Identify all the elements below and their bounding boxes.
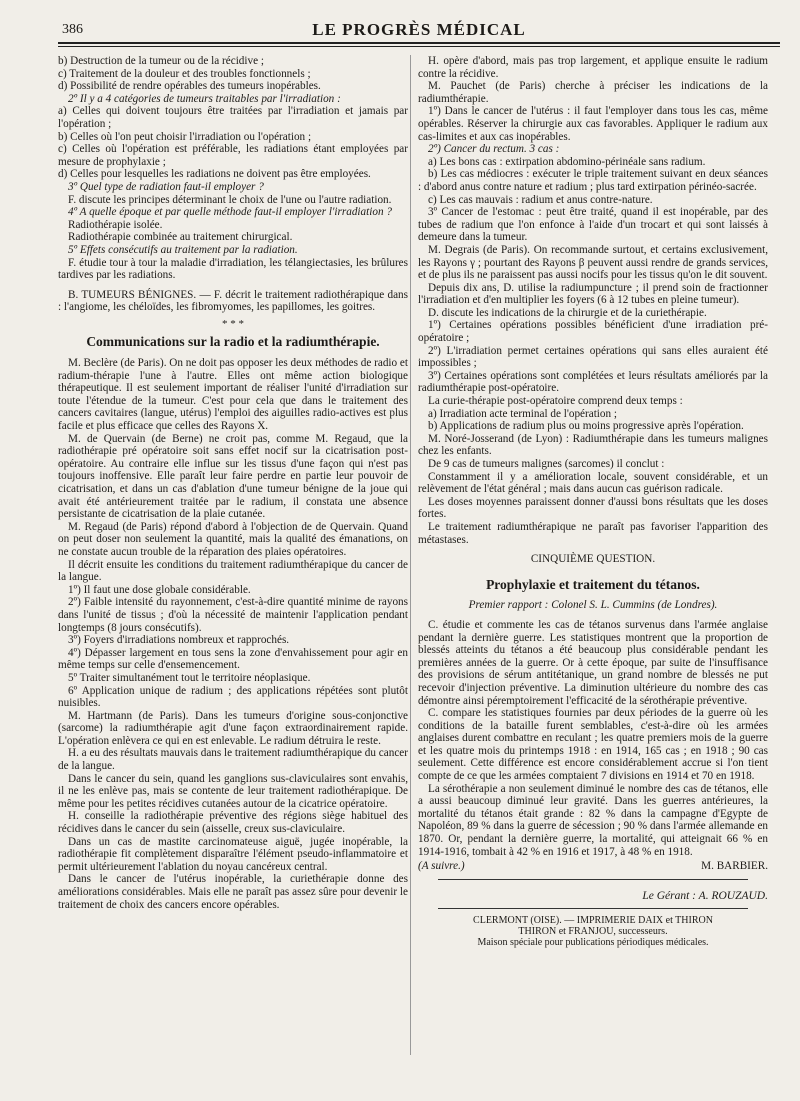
paragraph: H. a eu des résultats mauvais dans le traitement radiumthérapique du cancer de la langue.: [58, 747, 408, 773]
paragraph: 1º) Dans le cancer de l'utérus : il faut l'employer dans tous les cas, même opérables. Réserver la chirurgie aux cas favorables. Appliquer le radium aux cas-limites et aux cas inopérables.: [418, 105, 768, 143]
spacer: [58, 282, 408, 289]
paragraph: 3º) Certaines opérations sont complétées et leurs résultats améliorés par la radiumthérapie post-opératoire.: [418, 369, 768, 395]
centered-heading: Premier rapport : Colonel S. L. Cummins (de Londres).: [468, 599, 718, 612]
paragraph: Constamment il y a amélioration locale, souvent considérable, et un relèvement de l'état général ; mais dans aucun cas guérison radicale.: [418, 470, 768, 496]
paragraph: M. de Quervain (de Berne) ne croit pas, comme M. Regaud, que la radiothérapie pré opératoire soit sans effet nocif sur la cicatrisation post-opératoire. Au contraire elle influe sur les tissus d'une façon qui n'est pas toujours inoffensive. Elle paraît leur faire perdre en partie leur pouvoir de cicatrisation, et dans un cas d'ablation d'une tumeur bénigne de la joue qui avait été antérieurement traitée par le radium, il constata une absence persistante de cicatrisation de la plaie cutanée.: [58, 432, 408, 521]
paragraph: La curie-thérapie post-opératoire comprend deux temps :: [428, 395, 683, 408]
paragraph: b) Applications de radium plus ou moins progressive après l'opération.: [428, 420, 744, 433]
centered-heading: CINQUIÈME QUESTION.: [530, 553, 656, 566]
paragraph: b) Celles où l'on peut choisir l'irradiation ou l'opération ;: [58, 130, 312, 143]
paragraph: M. Beclère (de Paris). On ne doit pas opposer les deux méthodes de radio et radium-thérapie l'une à l'autre. Elles ont même action biologique thérapeutique. Il est seulement important de réaliser l'unité d'irradiation sur toute l'étendue de la tumeur. C'est pour cela que dans le traitement des cancers cavitaires (langue, utérus) l'emploi des aiguilles radio-actives est plus facile et plus efficace que celles des Rayons X.: [58, 357, 408, 433]
paragraph: B. TUMEURS BÉNIGNES. — F. décrit le traitement radiothérapique dans : l'angiome, les chéloïdes, les fibromyomes, les papillomes, les goitres.: [58, 288, 408, 314]
header-rule-thick: [58, 42, 780, 44]
paragraph: 2º Il y a 4 catégories de tumeurs traitables par l'irradiation :: [68, 92, 341, 105]
section-title: Communications sur la radio et la radiumthérapie.: [86, 334, 380, 350]
paragraph: D. discute les indications de la chirurgie et de la curiethérapie.: [428, 306, 707, 319]
paragraph: 3º Quel type de radiation faut-il employer ?: [68, 180, 264, 193]
paragraph: C. étudie et commente les cas de tétanos survenus dans l'armée anglaise pendant la dernière guerre. Les statistiques montrent que la proportion de blessés atteints du tétanos a été beaucoup plus considérable pendant les premières années de la guerre. Or à cette époque, par suite de l'insuffisance des provisions de sérum antitétanique, un grand nombre de blessés ne put recevoir d'injection préventive. La diminution ultérieure du nombre des cas démontre ainsi péremptoirement l'efficacité de la sérothérapie préventive.: [418, 618, 768, 707]
paragraph: Radiothérapie combinée au traitement chirurgical.: [68, 231, 293, 244]
header-rule-thin: [58, 46, 780, 47]
paragraph: H. opère d'abord, mais pas trop largement, et applique ensuite le radium contre la récidive.: [418, 55, 768, 80]
signature-line: [418, 860, 768, 873]
paragraph: Le traitement radiumthérapique ne paraît pas favoriser l'apparition des métastases.: [418, 520, 768, 546]
section-title: Prophylaxie et traitement du tétanos.: [486, 576, 700, 592]
separator-rule: [438, 879, 748, 880]
paragraph: d) Possibilité de rendre opérables des tumeurs inopérables.: [58, 80, 321, 93]
paragraph: c) Les cas mauvais : radium et anus contre-nature.: [428, 193, 653, 206]
paragraph: M. Hartmann (de Paris). Dans les tumeurs d'origine sous-conjonctive (sarcome) la radiumthérapie agit d'une façon extraordinairement rapide. L'opération enlèvera ce qui en est enlevable. Le radium détruira le reste.: [58, 709, 408, 747]
paragraph: M. Regaud (de Paris) répond d'abord à l'objection de de Quervain. Quand on peut doser non seulement la quantité, mais la qualité des émanations, on ne constate aucun trouble de la réparation des plaies opératoires.: [58, 520, 408, 558]
paragraph: F. discute les principes déterminant le choix de l'une ou l'autre radiation.: [68, 193, 392, 206]
paragraph: M. Pauchet (de Paris) cherche à préciser les indications de la radiumthérapie.: [418, 80, 768, 105]
paragraph: C. compare les statistiques fournies par deux périodes de la guerre où les conditions de la bataille furent semblables, c'est-à-dire où les armées anglaises durent combattre en reculant ; les quatre premiers mois de la guerre et les quatre mois du printemps 1918 : en 1914, 165 cas ; en 1918 ; 90 cas seulement. Cette différence est encore considérablement accrue si l'on tient compte de ce que les armées comptaient 7 divisions en 1914 et 70 en 1918.: [418, 707, 768, 783]
paragraph: 3º Cancer de l'estomac : peut être traité, quand il est inopérable, par des tubes de radium que l'on enfonce à l'aide d'un trocart et qui sont laissés à demeure dans la tumeur.: [418, 206, 768, 244]
paragraph: H. conseille la radiothérapie préventive des régions siège habituel des récidives dans le cancer du sein (aisselle, creux sus-claviculaire.: [58, 810, 408, 836]
paragraph: Dans le cancer du sein, quand les ganglions sus-claviculaires sont envahis, il ne les enlève pas, mais se contente de leur traitement radiothérapique. De même pour les petites récidives cutanées autour de la cicatrice opératoire.: [58, 772, 408, 810]
spacer: [418, 546, 768, 553]
paragraph: M. Noré-Josserand (de Lyon) : Radiumthérapie dans les tumeurs malignes chez les enfants.: [418, 432, 768, 458]
right-column: [418, 55, 768, 948]
paragraph: 5º Effets consécutifs au traitement par la radiation.: [68, 243, 298, 256]
paragraph: Dans le cancer de l'utérus inopérable, la curiethérapie donne des améliorations considérables. Mais elle ne paraît pas assez sûre pour devenir le traitement de choix des cancers encore opérables.: [58, 873, 408, 911]
paragraph: 4º A quelle époque et par quelle méthode faut-il employer l'irradiation ?: [68, 206, 392, 219]
paragraph: Il décrit ensuite les conditions du traitement radiumthérapique du cancer de la langue.: [58, 558, 408, 584]
paragraph: b) Destruction de la tumeur ou de la récidive ;: [58, 55, 264, 67]
separator-rule: [438, 908, 748, 909]
paragraph: M. Degrais (de Paris). On recommande surtout, et certains exclusivement, les Rayons γ ; pourtant des Rayons β peuvent aussi rendre de grands services, et de plus ils ne paraissent pas aussi nocifs pour les tissus qu'on le dit souvent.: [418, 243, 768, 282]
paragraph: Les doses moyennes paraissent donner d'aussi bons résultats que les doses fortes.: [418, 495, 768, 521]
paragraph: a) Les bons cas : extirpation abdomino-périnéale sans radium.: [428, 155, 706, 168]
author-signature: M. BARBIER.: [701, 860, 768, 873]
publisher-manager-line: Le Gérant : A. ROUZAUD.: [642, 889, 768, 902]
paragraph: 2º) Cancer du rectum. 3 cas :: [428, 143, 560, 156]
left-column: [58, 55, 408, 911]
paragraph: 4º) Dépasser largement en tous sens la zone d'envahissement pour agir en même temps sur celle d'ensemencement.: [58, 646, 408, 672]
journal-title: LE PROGRÈS MÉDICAL: [312, 20, 526, 39]
paragraph: Radiothérapie isolée.: [68, 218, 163, 231]
spacer: [418, 566, 768, 573]
printer-imprint: THIRON et FRANJOU, successeurs.: [518, 926, 668, 938]
paragraph: 6º Application unique de radium ; des applications répétées sont plutôt nuisibles.: [58, 684, 408, 710]
paragraph: 1º) Il faut une dose globale considérable.: [68, 583, 251, 596]
paragraph: La sérothérapie a non seulement diminué le nombre des cas de tétanos, elle a aussi beaucoup diminué leur gravité. Dans les guerres antérieures, la mortalité du tétanos était grande : 82 % dans la campagne d'Egypte de Napoléon, 89 % dans la guerre de sécession ; 90 % dans l'armée allemande en 1870. Or, pendant la dernière guerre, la mortalité, qui atteignait 66 % en 1914-1916, tombait à 42 % en 1916 et 1917, à 48 % en 1918.: [418, 782, 768, 858]
paragraph: a) Irradiation acte terminal de l'opération ;: [428, 407, 618, 420]
paragraph: 3º) Foyers d'irradiations nombreux et rapprochés.: [68, 634, 290, 647]
paragraph: F. étudie tour à tour la maladie d'irradiation, les télangiectasies, les brûlures tardives par les radiations.: [58, 256, 408, 282]
paragraph: Dans un cas de mastite carcinomateuse aiguë, jugée inopérable, la radiothérapie fit complètement disparaître l'élément pseudo-inflammatoire et permit ultérieurement l'ablation du noyau cancéreux central.: [58, 835, 408, 873]
page-number: 386: [62, 22, 83, 37]
printer-imprint: Maison spéciale pour publications périodiques médicales.: [477, 937, 709, 949]
paragraph: 2º) Faible intensité du rayonnement, c'est-à-dire quantité minime de rayons dans l'unité de tissus ; d'où la nécessité de maintenir l'application pendant longtemps (8 jours consécutifs).: [58, 596, 408, 634]
printer-imprint: CLERMONT (OISE). — IMPRIMERIE DAIX et THIRON: [473, 915, 713, 927]
paragraph: Depuis dix ans, D. utilise la radiumpuncture ; il prend soin de fractionner l'irradiation et d'en multiplier les foyers (6 à 12 tubes en pleine tumeur).: [418, 281, 768, 307]
to-be-continued: (A suivre.): [418, 860, 465, 873]
paragraph: De 9 cas de tumeurs malignes (sarcomes) il conclut :: [428, 458, 665, 470]
spacer: [418, 612, 768, 619]
paragraph: a) Celles qui doivent toujours être traitées par l'irradiation et jamais par l'opération ;: [58, 105, 408, 130]
paragraph: 1º) Certaines opérations possibles bénéficient d'une irradiation pré-opératoire ;: [418, 319, 768, 345]
paragraph: 5º Traiter simultanément tout le territoire néoplasique.: [68, 671, 311, 684]
paragraph: c) Celles où l'opération est préférable, les radiations étant employées par mesure de prophylaxie ;: [58, 143, 408, 168]
paragraph: c) Traitement de la douleur et des troubles fonctionnels ;: [58, 67, 311, 80]
paragraph: b) Les cas médiocres : exécuter le triple traitement suivant en deux séances : d'abord anus contre nature et radium ; plus tard extirpation périnéo-sacrée.: [418, 168, 768, 193]
paragraph: d) Celles pour lesquelles les radiations ne doivent pas être employées.: [58, 168, 371, 181]
column-divider: [410, 55, 411, 1055]
paragraph: 2º) L'irradiation permet certaines opérations qui sans elles auraient été impossibles ;: [418, 344, 768, 370]
section-separator-stars: * * *: [222, 317, 244, 330]
